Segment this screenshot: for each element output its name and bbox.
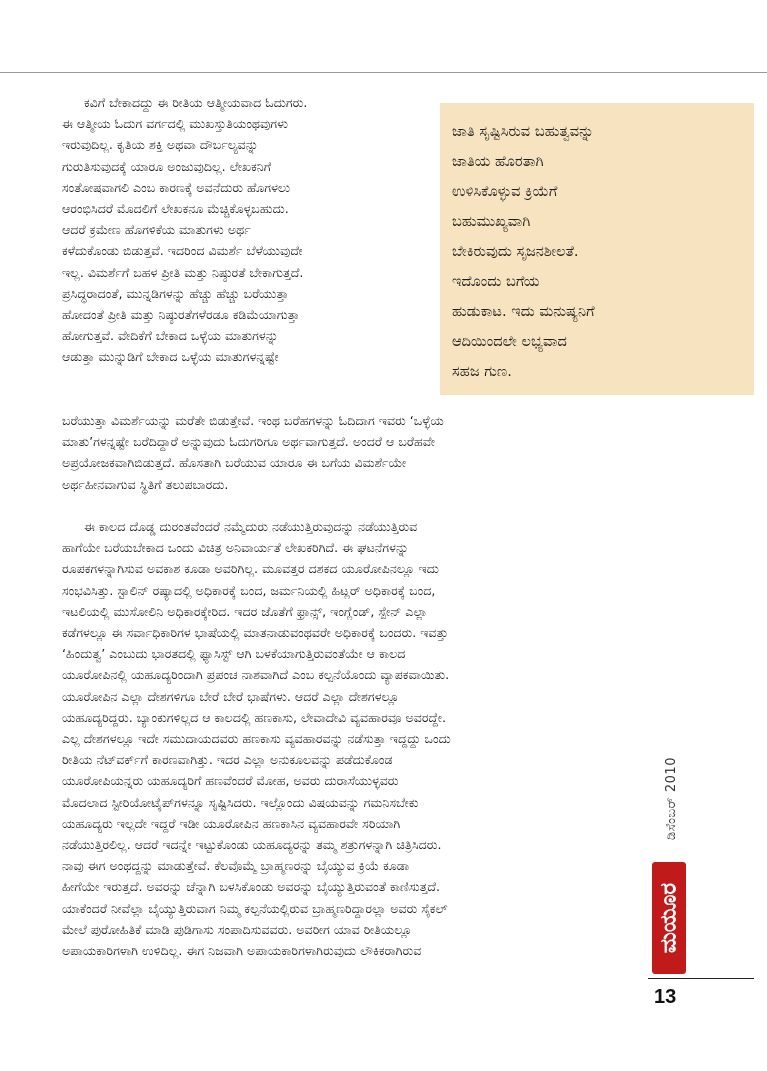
text-line: ಆರಂಭಿಸಿದರೆ ಮೊದಲಿಗೆ ಲೇಖಕನೂ ಮೆಚ್ಚಿಕೊಳ್ಳಬಹುದು. (62, 201, 289, 217)
pull-quote-line: ಆದಿಯಿಂದಲೇ ಲಭ್ಯವಾದ (452, 333, 567, 350)
pull-quote-line: ಸಹಜ ಗುಣ. (452, 363, 512, 380)
text-line: ಮೇಲೆ ಪುರೋಹಿತಿಕೆ ಮಾಡಿ ಪುಡಿಗಾಸು ಸಂಪಾದಿಸುವವರು. ಅವರೀಗ ಯಾವ ರೀತಿಯಲ್ಲೂ (62, 921, 412, 937)
text-line: ಹಾಗೆಯೇ ಬರೆಯಬೇಕಾದ ಒಂದು ವಿಚಿತ್ರ ಅನಿವಾರ್ಯತೆ ಲೇಖಕರಿಗಿದೆ. ಈ ಘಟನೆಗಳನ್ನು (62, 540, 409, 556)
text-line: ಈ ಕಾಲದ ದೊಡ್ಡ ದುರಂತವೆಂದರೆ ನಮ್ಮೆದುರು ನಡೆಯುತ್ತಿರುವುದನ್ನು ನಡೆಯುತ್ತಿರುವ (84, 519, 418, 534)
text-line: ಮೊದಲಾದ ಸ್ಟೀರಿಯೋಟೈಪ್‌ಗಳನ್ನೂ ಸೃಷ್ಟಿಸಿದರು. ಇಲ್ಲೊಂದು ವಿಷಯವನ್ನು ಗಮನಿಸಬೇಕು (62, 794, 419, 810)
text-line: ಕಳೆದುಕೊಂಡು ಬಿಡುತ್ತವೆ. ಇದರಿಂದ ವಿಮರ್ಶೆ ಬೆಳೆಯುವುದೇ (62, 243, 303, 259)
text-line: ಮಾತು’ಗಳನ್ನಷ್ಟೇ ಬರೆದಿದ್ದಾರೆ ಅನ್ನುವುದು ಓದುಗರಿಗೂ ಅರ್ಥವಾಗುತ್ತದೆ. ಅಂದರೆ ಆ ಬರೆಹವೇ (62, 434, 435, 450)
pull-quote-line: ಜಾತಿಯ ಹೊರತಾಗಿ (452, 153, 544, 170)
text-line: ಇಟಲಿಯಲ್ಲಿ ಮುಸೋಲಿನಿ ಅಧಿಕಾರಕ್ಕೇರಿದ. ಇದರ ಜೊತೆಗೆ ಫ್ರಾನ್ಸ್, ಇಂಗ್ಲೆಂಡ್, ಸ್ಪೇನ್ ಎಲ್ಲಾ (62, 603, 428, 619)
text-line: ಅರ್ಥಹೀನವಾಗುವ ಸ್ಥಿತಿಗೆ ತಲುಪಬಾರದು. (62, 476, 229, 492)
text-line: ಎಲ್ಲ ದೇಶಗಳಲ್ಲೂ ಇದೇ ಸಮುದಾಯದವರು ಹಣಕಾಸು ವ್ಯವಹಾರವನ್ನು ನಡೆಸುತ್ತಾ ಇದ್ದದ್ದು ಒಂದು (62, 731, 451, 747)
footer-rule (648, 978, 754, 979)
text-line: ಅಪ್ರಯೋಜಕವಾಗಿಬಿಡುತ್ತದೆ. ಹೊಸತಾಗಿ ಬರೆಯುವ ಯಾರೂ ಈ ಬಗೆಯ ವಿಮರ್ಶೆಯೇ (62, 455, 407, 471)
text-line: ಯಹೂದ್ಯರಿದ್ದರು. ಬ್ಯಾಂಕುಗಳಿಲ್ಲದ ಆ ಕಾಲದಲ್ಲಿ ಹಣಕಾಸು, ಲೇವಾದೇವಿ ವ್ಯವಹಾರವೂ ಅವರದ್ದೇ. (62, 709, 446, 725)
issue-date: ಡಿಸೆಂಬರ್ 2010 (664, 757, 679, 840)
text-line: ಯೂರೋಪಿನ ಎಲ್ಲಾ ದೇಶಗಳಿಗೂ ಬೇರೆ ಬೇರೆ ಭಾಷೆಗಳು. ಆದರೆ ಎಲ್ಲಾ ದೇಶಗಳಲ್ಲೂ (62, 688, 400, 704)
text-line: ಬರೆಯುತ್ತಾ ವಿಮರ್ಶೆಯನ್ನು ಮರೆತೇ ಬಿಡುತ್ತೇವೆ. ಇಂಥ ಬರೆಹಗಳನ್ನು ಓದಿದಾಗ ಇವರು ‘ಒಳ್ಳೆಯ (62, 413, 444, 428)
text-line: ಕವಿಗೆ ಬೇಕಾದದ್ದು ಈ ರೀತಿಯ ಆತ್ಮೀಯವಾದ ಓದುಗರು. (84, 95, 308, 110)
text-line: ನಾವು ಈಗ ಅಂಥದ್ದನ್ನು ಮಾಡುತ್ತೇವೆ. ಕೆಲವೊಮ್ಮೆ ಬ್ರಾಹ್ಮಣರನ್ನು ಬೈಯ್ಯುವ ಕ್ರಿಯೆ ಕೂಡಾ (62, 858, 410, 874)
page-number: 13 (654, 986, 677, 1008)
text-line: ಇಲ್ಲ. ವಿಮರ್ಶೆಗೆ ಬಹಳ ಪ್ರೀತಿ ಮತ್ತು ನಿಷ್ಠುರತೆ ಬೇಕಾಗುತ್ತದೆ. (62, 264, 304, 280)
text-line: ಆಡುತ್ತಾ ಮುನ್ನುಡಿಗೆ ಬೇಕಾದ ಒಳ್ಳೆಯ ಮಾತುಗಳನ್ನಷ್ಟೇ (62, 349, 279, 365)
article-column-wide (62, 410, 606, 495)
pull-quote-line: ಜಾತಿ ಸೃಷ್ಟಿಸಿರುವ ಬಹುತ್ವವನ್ನು (452, 123, 594, 140)
text-line: ಸಂತೋಷವಾಗಲಿ ಎಂಬ ಕಾರಣಕ್ಕೆ ಅವನೆದುರು ಹೊಗಳಲು (62, 179, 291, 195)
text-line: ಇರುವುದಿಲ್ಲ. ಕೃತಿಯ ಶಕ್ತಿ ಅಥವಾ ದೌರ್ಬಲ್ಯವನ್ನು (62, 137, 259, 153)
magazine-logo (652, 862, 686, 974)
text-line: ನಡೆಯುತ್ತಿರಲಿಲ್ಲ. ಆದರೆ ಇದನ್ನೇ ಇಟ್ಟುಕೊಂಡು ಯಹೂದ್ಯರನ್ನು ತಮ್ಮ ಶತ್ರುಗಳನ್ನಾಗಿ ಚಿತ್ರಿಸಿದರು. (62, 837, 442, 853)
text-line: ‘ಹಿಂದುತ್ವ’ ಎಂಬುದು ಭಾರತದಲ್ಲಿ ಫ್ಯಾಸಿಸ್ಟ್ ಆಗಿ ಬಳಕೆಯಾಗುತ್ತಿರುವಂತೆಯೇ ಆ ಕಾಲದ (62, 646, 406, 662)
issue-date-wrap (664, 757, 747, 855)
text-line: ಕಡೆಗಳಲ್ಲೂ ಈ ಸರ್ವಾಧಿಕಾರಿಗಳ ಭಾಷೆಯಲ್ಲಿ ಮಾತನಾಡುವಂಥವರೇ ಅಧಿಕಾರಕ್ಕೆ ಬಂದರು. ಇವತ್ತು (62, 625, 449, 641)
article-paragraph-2 (62, 516, 606, 961)
pull-quote-line: ಉಳಿಸಿಕೊಳ್ಳುವ ಕ್ರಿಯೆಗೆ (452, 183, 558, 200)
text-line: ಹೋಗುತ್ತವೆ. ವೇದಿಕೆಗೆ ಬೇಕಾದ ಒಳ್ಳೆಯ ಮಾತುಗಳನ್ನು (62, 328, 279, 344)
pull-quote-line: ಬೇಕಿರುವುದು ಸೃಜನಶೀಲತೆ. (452, 243, 579, 260)
text-line: ರೀತಿಯ ನೆಟ್‌ವರ್ಕ್‌ಗೆ ಕಾರಣವಾಗಿತ್ತು. ಇದರ ಎಲ್ಲಾ ಅನುಕೂಲವನ್ನು ಪಡೆದುಕೊಂಡ (62, 752, 393, 768)
pull-quote-line: ಬಹುಮುಖ್ಯವಾಗಿ (452, 213, 531, 230)
pull-quote-box (440, 103, 754, 395)
pull-quote-line: ಇದೊಂದು ಬಗೆಯ (452, 273, 540, 290)
text-line: ಯಾಕೆಂದರೆ ನೀವೆಲ್ಲಾ ಬೈಯ್ಯುತ್ತಿರುವಾಗ ನಿಮ್ಮ ಕಲ್ಪನೆಯಲ್ಲಿರುವ ಬ್ರಾಹ್ಮಣರಿದ್ದಾರಲ್ಲಾ ಅವರು ಸೈಕಲ್ (62, 900, 448, 916)
header-rule (0, 72, 767, 73)
text-line: ಹೀಗೆಯೇ ಇರುತ್ತದೆ. ಅವರನ್ನು ಚೆನ್ನಾಗಿ ಬಳಸಿಕೊಂಡು ಅವರನ್ನು ಬೈಯ್ಯುತ್ತಿರುವಂತೆ ಕಾಣಿಸುತ್ತದೆ. (62, 879, 440, 895)
text-line: ಅಪಾಯಕಾರಿಗಳಾಗಿ ಉಳಿದಿಲ್ಲ. ಈಗ ನಿಜವಾಗಿ ಅಪಾಯಕಾರಿಗಳಾಗಿರುವುದು ಲೌಕಿಕರಾಗಿರುವ (62, 943, 422, 959)
text-line: ರೂಪಕಗಳನ್ನಾಗಿಸುವ ಅವಕಾಶ ಕೂಡಾ ಅವರಿಗಿಲ್ಲ. ಮೂವತ್ತರ ದಶಕದ ಯೂರೋಪಿನಲ್ಲೂ ಇದು (62, 561, 439, 577)
text-line: ಗುರುತಿಸುವುದಕ್ಕೆ ಯಾರೂ ಅಂಜುವುದಿಲ್ಲ. ಲೇಖಕನಿಗೆ (62, 158, 272, 174)
magazine-logo-text: ಮಯೂರ (656, 882, 682, 954)
article-column-narrow (62, 92, 427, 368)
text-line: ಯಹೂದ್ಯರು ಇಲ್ಲದೇ ಇದ್ದರೆ ಇಡೀ ಯೂರೋಪಿನ ಹಣಕಾಸಿನ ವ್ಯವಹಾರವೇ ಸರಿಯಾಗಿ (62, 815, 401, 831)
text-line: ಪ್ರಸಿದ್ಧರಾದಂತೆ, ಮುನ್ನಡಿಗಳನ್ನು ಹೆಚ್ಚು ಹೆಚ್ಚು ಬರೆಯುತ್ತಾ (62, 285, 289, 301)
text-line: ಹೋದಂತೆ ಪ್ರೀತಿ ಮತ್ತು ನಿಷ್ಠುರತೆಗಳೆರಡೂ ಕಡಿಮೆಯಾಗುತ್ತಾ (62, 307, 300, 323)
text-line: ಆದರೆ ಕ್ರಮೇಣ ಹೊಗಳಿಕೆಯ ಮಾತುಗಳು ಅರ್ಥ (62, 222, 251, 238)
text-line: ಸಂಭವಿಸಿತ್ತು. ಸ್ಟಾಲಿನ್ ರಷ್ಯಾದಲ್ಲಿ ಅಧಿಕಾರಕ್ಕೆ ಬಂದ, ಜರ್ಮನಿಯಲ್ಲಿ ಹಿಟ್ಲರ್ ಅಧಿಕಾರಕ್ಕೆ ಬಂದ, (62, 582, 436, 598)
text-line: ಈ ಆತ್ಮೀಯ ಓದುಗ ವರ್ಗದಲ್ಲಿ ಮುಖಸ್ತುತಿಯಂಥವುಗಳು (62, 116, 288, 132)
text-line: ಯೂರೋಪಿಯನ್ನರು ಯಹೂದ್ಯರಿಗೆ ಹಣವೆಂದರೆ ಮೋಹ, ಅವರು ದುರಾಸೆಯುಳ್ಳವರು (62, 773, 399, 789)
pull-quote-line: ಹುಡುಕಾಟ. ಇದು ಮನುಷ್ಯನಿಗೆ (452, 303, 595, 320)
text-line: ಯೂರೋಪಿನಲ್ಲಿ ಯಹೂದ್ಯರಿಂದಾಗಿ ಪ್ರಪಂಚ ನಾಶವಾಗಿದೆ ಎಂಬ ಕಲ್ಪನೆಯೊಂದು ವ್ಯಾಪಕವಾಯಿತು. (62, 667, 450, 683)
